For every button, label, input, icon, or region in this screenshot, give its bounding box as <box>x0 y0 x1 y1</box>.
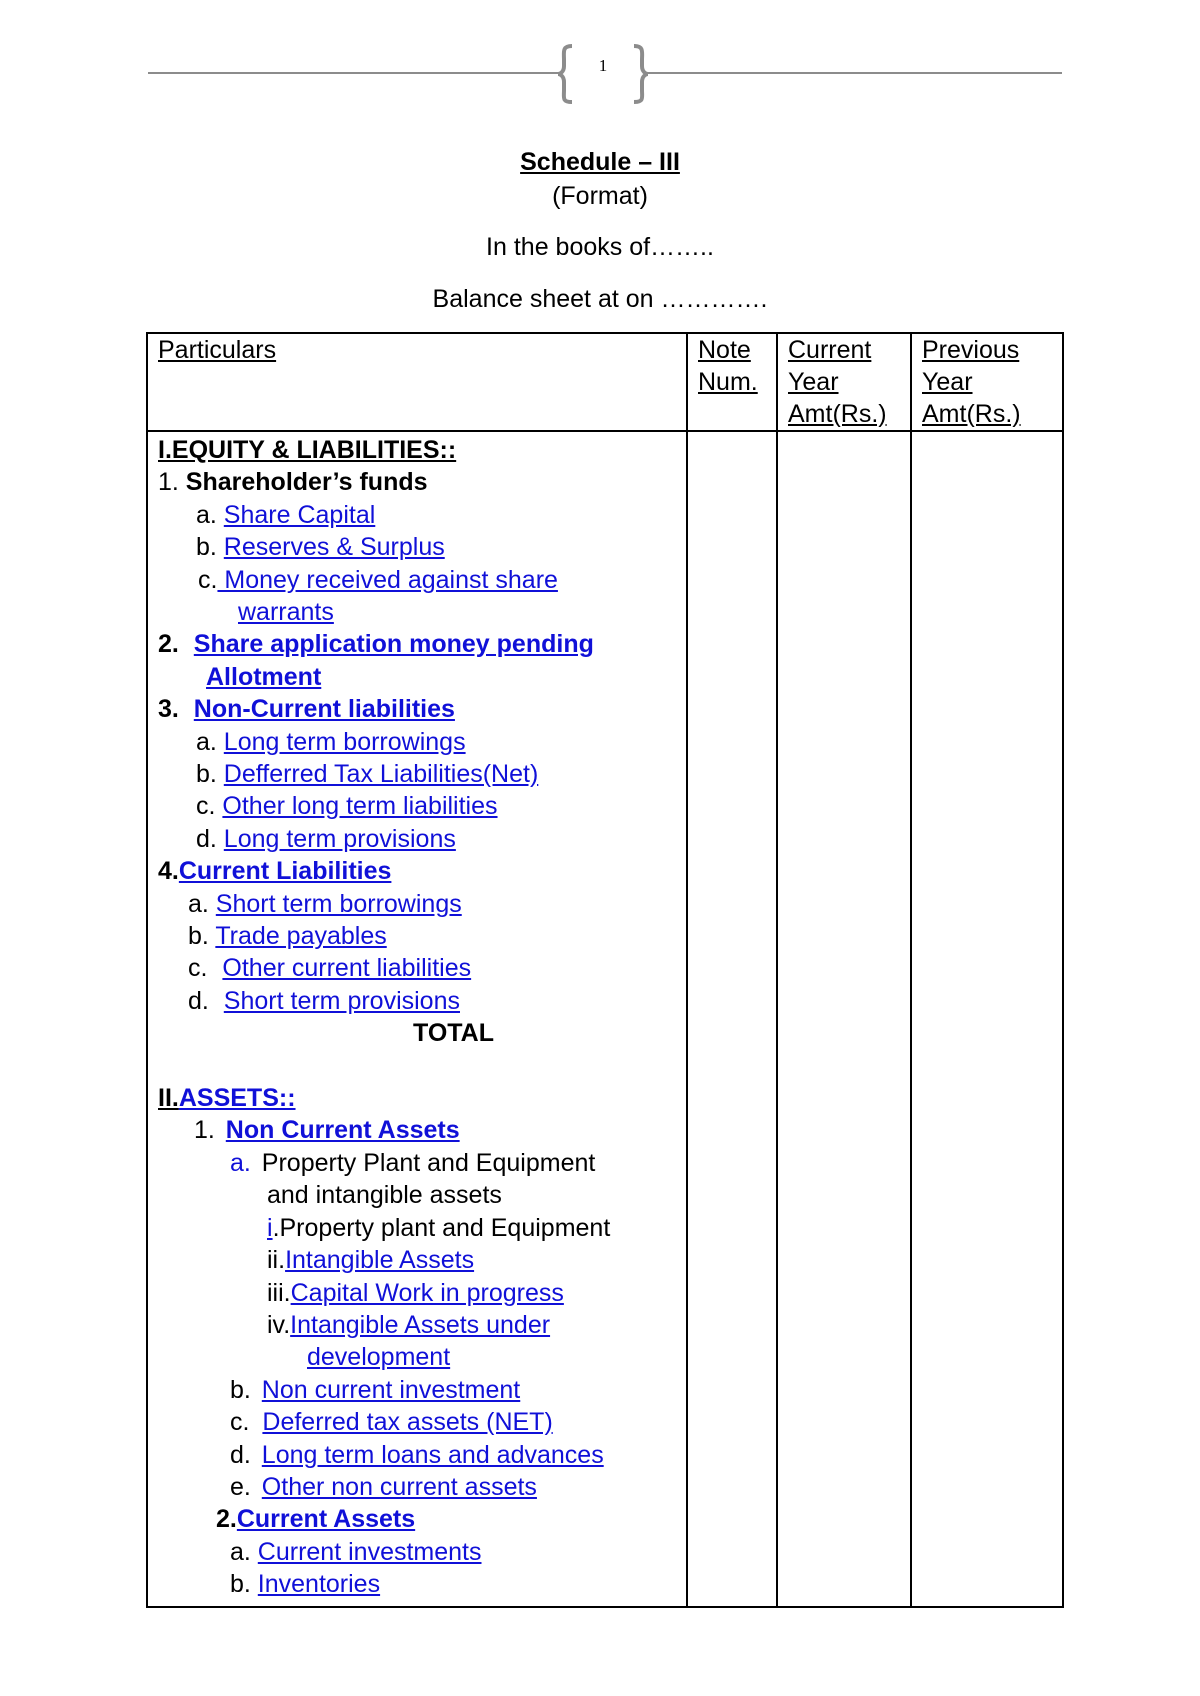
col-particulars: Particulars <box>158 336 277 364</box>
list-item <box>267 1212 610 1244</box>
col-current-line: Year <box>788 368 839 396</box>
item-prefix: a. <box>230 1149 258 1177</box>
long-term-provisions-link[interactable]: Long term provisions <box>223 825 456 853</box>
list-item <box>230 1568 380 1600</box>
list-item <box>267 1244 474 1276</box>
intangible-assets-link[interactable]: Intangible Assets <box>285 1246 475 1274</box>
item-label: .Property plant and Equipment <box>272 1214 611 1242</box>
non-current-liabilities-link[interactable]: Non-Current liabilities <box>193 695 455 723</box>
list-item <box>196 758 538 790</box>
col-current-year <box>788 334 887 430</box>
item-prefix: a. <box>230 1538 258 1566</box>
col-previous-year <box>922 334 1021 430</box>
current-assets-link[interactable]: Current Assets <box>236 1505 416 1533</box>
list-item <box>188 920 387 952</box>
item-prefix: b. <box>188 922 216 950</box>
item-prefix: a. <box>196 501 224 529</box>
capital-wip-link[interactable]: Capital Work in progress <box>290 1279 564 1307</box>
current-liabilities-link[interactable]: Current Liabilities <box>178 857 392 885</box>
list-item <box>267 1309 550 1341</box>
list-item <box>198 564 558 596</box>
item-prefix: d. <box>230 1441 258 1469</box>
share-capital-link[interactable]: Share Capital <box>223 501 376 529</box>
header-divider <box>146 430 1064 432</box>
other-long-term-liabilities-link[interactable]: Other long term liabilities <box>222 792 498 820</box>
col-current-line: Amt(Rs.) <box>788 400 887 428</box>
books-line: In the books of…….. <box>486 233 714 261</box>
item-prefix: c. <box>188 954 215 982</box>
money-warrants-link[interactable]: Money received against share <box>217 566 558 594</box>
item-prefix: a. <box>196 728 224 756</box>
list-item <box>188 888 462 920</box>
deferred-tax-assets-link[interactable]: Deferred tax assets (NET) <box>262 1408 553 1436</box>
share-application-link[interactable]: Share application money pending <box>193 630 594 658</box>
item-prefix: 1. <box>194 1116 222 1144</box>
short-term-borrowings-link[interactable]: Short term borrowings <box>215 890 462 918</box>
list-item <box>188 952 471 984</box>
page-number-bracket <box>558 44 648 104</box>
col-previous-line: Year <box>922 368 973 396</box>
long-term-loans-link[interactable]: Long term loans and advances <box>261 1441 604 1469</box>
column-divider <box>776 332 778 1606</box>
list-item <box>196 726 466 758</box>
item-label: Property Plant and Equipment <box>261 1149 596 1177</box>
item-prefix: b. <box>196 760 224 788</box>
col-previous-line: Amt(Rs.) <box>922 400 1021 428</box>
list-item <box>230 1536 482 1568</box>
col-note-line: Note <box>698 336 751 364</box>
list-item <box>158 661 321 693</box>
other-non-current-assets-link[interactable]: Other non current assets <box>261 1473 537 1501</box>
short-term-provisions-link[interactable]: Short term provisions <box>223 987 460 1015</box>
item-prefix: c. <box>230 1408 257 1436</box>
list-item <box>194 1114 460 1146</box>
list-item <box>158 628 594 660</box>
share-application-link[interactable]: Allotment <box>206 663 322 691</box>
col-current-line: Current <box>788 336 872 364</box>
inventories-link[interactable]: Inventories <box>257 1570 381 1598</box>
item-prefix: 1. <box>158 468 186 496</box>
list-item <box>196 790 498 822</box>
list-item: and intangible assets <box>267 1181 502 1209</box>
list-item <box>230 1439 604 1471</box>
balance-sheet-line: Balance sheet at on …………. <box>432 285 768 313</box>
list-item <box>158 855 391 887</box>
non-current-investment-link[interactable]: Non current investment <box>261 1376 521 1404</box>
deferred-tax-link[interactable]: Defferred Tax Liabilities(Net) <box>223 760 539 788</box>
item-prefix: d. <box>196 825 224 853</box>
assets-link[interactable]: ASSETS:: <box>178 1084 296 1112</box>
item-prefix: b. <box>230 1376 258 1404</box>
page-title: Schedule – III <box>520 148 680 176</box>
list-item <box>158 693 455 725</box>
list-item <box>267 1277 564 1309</box>
current-investments-link[interactable]: Current investments <box>257 1538 482 1566</box>
item-prefix: 4. <box>158 857 179 885</box>
col-note <box>698 334 758 398</box>
list-item <box>158 596 334 628</box>
list-item <box>158 466 428 498</box>
total-label: TOTAL <box>413 1019 495 1047</box>
list-item <box>230 1147 595 1179</box>
other-current-liabilities-link[interactable]: Other current liabilities <box>222 954 472 982</box>
item-prefix: c. <box>198 566 218 594</box>
money-warrants-link[interactable]: warrants <box>238 598 334 626</box>
equity-heading: I.EQUITY & LIABILITIES:: <box>158 436 457 464</box>
column-divider <box>910 332 912 1606</box>
item-prefix: 2. <box>158 630 186 658</box>
item-prefix: b. <box>196 533 224 561</box>
long-term-borrowings-link[interactable]: Long term borrowings <box>223 728 466 756</box>
item-label: Shareholder’s funds <box>185 468 428 496</box>
balance-sheet-table <box>146 332 1064 1608</box>
item-prefix: 2. <box>216 1505 237 1533</box>
item-prefix: c. <box>196 792 223 820</box>
intangible-under-development-link[interactable]: development <box>307 1343 451 1371</box>
ppe-link[interactable]: i <box>267 1214 273 1242</box>
list-item <box>196 531 445 563</box>
item-prefix: a. <box>188 890 216 918</box>
item-prefix: ii. <box>267 1246 286 1274</box>
item-prefix: iv. <box>267 1311 291 1339</box>
item-prefix: iii. <box>267 1279 291 1307</box>
format-label: (Format) <box>552 182 648 210</box>
reserves-link[interactable]: Reserves & Surplus <box>223 533 445 561</box>
list-item <box>196 823 456 855</box>
item-prefix: 3. <box>158 695 186 723</box>
header-rule-right <box>648 72 1062 74</box>
list-item <box>230 1374 520 1406</box>
assets-heading <box>158 1082 296 1114</box>
item-prefix: II. <box>158 1084 179 1112</box>
list-item <box>196 499 375 531</box>
item-prefix: d. <box>188 987 216 1015</box>
list-item <box>230 1406 553 1438</box>
list-item <box>188 985 460 1017</box>
header-rule-left <box>148 72 558 74</box>
list-item <box>267 1341 450 1373</box>
list-item <box>230 1471 537 1503</box>
column-divider <box>686 332 688 1606</box>
item-prefix: b. <box>230 1570 258 1598</box>
list-item <box>216 1503 415 1535</box>
item-prefix: e. <box>230 1473 258 1501</box>
trade-payables-link[interactable]: Trade payables <box>215 922 387 950</box>
non-current-assets-link[interactable]: Non Current Assets <box>225 1116 460 1144</box>
col-previous-line: Previous <box>922 336 1020 364</box>
page-number: 1 <box>598 56 608 75</box>
col-note-line: Num. <box>698 368 758 396</box>
intangible-under-development-link[interactable]: Intangible Assets under <box>290 1311 551 1339</box>
